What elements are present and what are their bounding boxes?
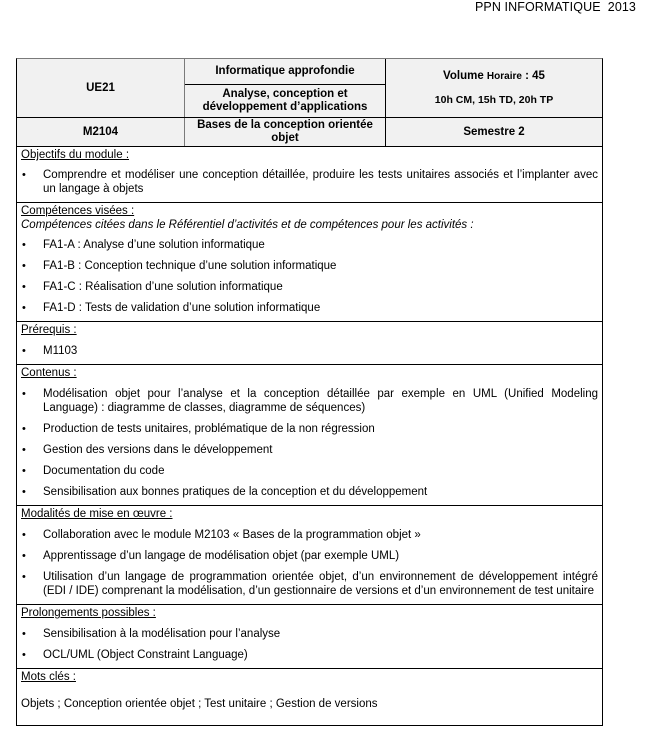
- module-title: Bases de la conception orientée objet: [197, 119, 373, 144]
- section-title: Prolongements possibles :: [21, 607, 156, 619]
- list-item: • FA1-C : Réalisation d’une solution informatique: [21, 280, 598, 294]
- keywords: Objets ; Conception orientée objet ; Test unitaire ; Gestion de versions: [21, 698, 378, 710]
- list-item: • Gestion des versions dans le développement: [21, 443, 598, 457]
- section-modalites: [17, 506, 602, 605]
- ue-title: Informatique approfondie: [215, 65, 355, 77]
- module-sheet-table: [16, 58, 603, 726]
- section-objectifs: [17, 147, 602, 203]
- semester: Semestre 2: [463, 126, 525, 138]
- list-item: • Collaboration avec le module M2103 « Bases de la programmation objet »: [21, 528, 598, 542]
- page-header: PPN INFORMATIQUE 2013: [474, 0, 636, 14]
- list-item: • FA1-B : Conception technique d’une solution informatique: [21, 259, 598, 273]
- list-item: • Apprentissage d’un langage de modélisation objet (par exemple UML): [21, 549, 598, 563]
- list-item: • Sensibilisation à la modélisation pour l’analyse: [21, 627, 598, 641]
- list-item: • M1103: [21, 344, 598, 358]
- volume-cell: [386, 59, 602, 117]
- hours-breakdown: 10h CM, 15h TD, 20h TP: [434, 94, 554, 106]
- ue-titles: [185, 59, 386, 117]
- list-item: • Production de tests unitaires, problématique de la non régression: [21, 422, 598, 436]
- section-title: Modalités de mise en œuvre :: [21, 508, 173, 520]
- section-title: Contenus :: [21, 367, 77, 379]
- section-prolongements: [17, 605, 602, 669]
- volume-horaire: Volume Horaire : 45: [443, 70, 545, 82]
- section-contenus: [17, 365, 602, 506]
- section-title: Compétences visées :: [21, 205, 135, 217]
- list-item: • FA1-D : Tests de validation d’une solution informatique: [21, 301, 598, 315]
- list-item: • Utilisation d’un langage de programmation orientée objet, d’un environnement de développement intégré (EDI / IDE) comprenant la modélisation, d’un gestionnaire de versions et d’un environnement de test unitaire: [21, 570, 598, 598]
- section-competences: [17, 203, 602, 322]
- module-title-cell: [185, 118, 386, 146]
- section-prerequis: [17, 322, 602, 365]
- list-item: • OCL/UML (Object Constraint Language): [21, 648, 598, 662]
- list-item: • Documentation du code: [21, 464, 598, 478]
- section-title: Objectifs du module :: [21, 149, 130, 161]
- header-row-module: [17, 118, 602, 147]
- header-row-ue: [17, 59, 602, 118]
- list-item: • FA1-A : Analyse d’une solution informatique: [21, 238, 598, 252]
- list-item: • Sensibilisation aux bonnes pratiques de la conception et du développement: [21, 485, 598, 499]
- list-item: • Modélisation objet pour l’analyse et la conception détaillée par exemple en UML (Unified Modeling Language) : diagramme de classes, diagramme de séquences): [21, 387, 598, 415]
- section-title: Mots clés :: [21, 671, 76, 683]
- ue-code: UE21: [17, 59, 185, 117]
- section-title: Prérequis :: [21, 324, 77, 336]
- ue-subtitle: Analyse, conception et développement d’applications: [185, 84, 385, 117]
- section-subtitle: Compétences citées dans le Référentiel d’activités et de compétences pour les activités :: [21, 219, 474, 231]
- list-item: • Comprendre et modéliser une conception détaillée, produire les tests unitaires associés et l’implanter avec un langage à objets: [21, 168, 598, 196]
- module-code: M2104: [17, 118, 185, 146]
- section-mots-cles: [17, 669, 602, 725]
